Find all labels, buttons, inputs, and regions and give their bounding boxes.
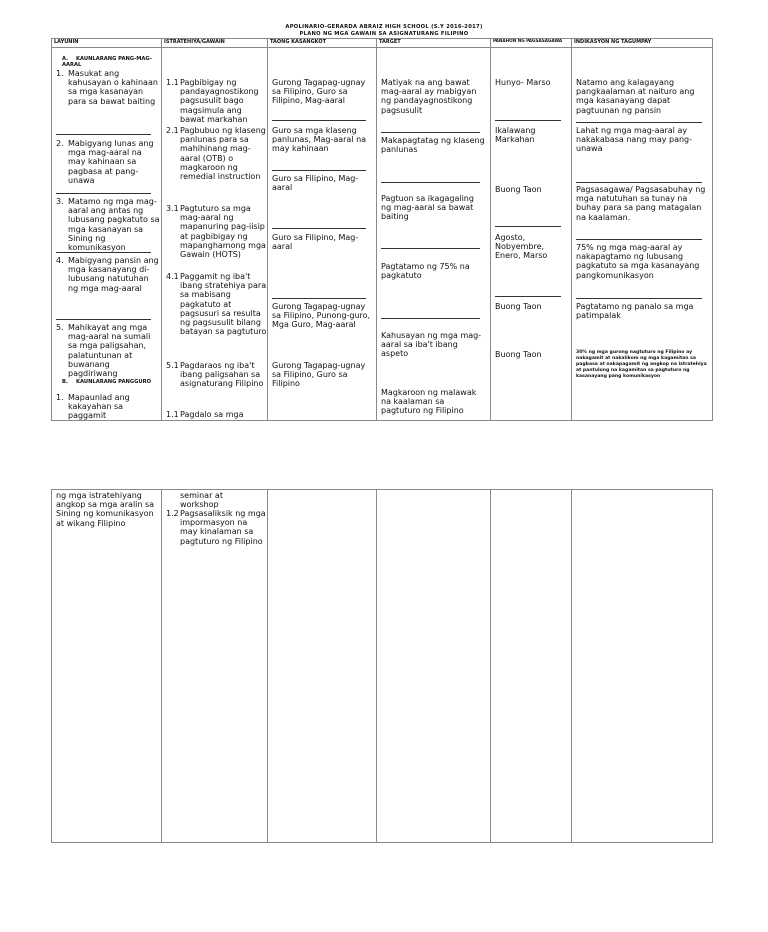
indicator-6: 30% ng mga gurong nagtuturo ng Filipino ay nakagamit at nakalikom ng mga kagamitan sa pagbasa at nakapagamit ng angkop na istratehiya at pantulong na kagamitan sa pagtuturo ng kasanayang pang komunikasyon — [576, 350, 707, 379]
taong-kasangkot-cell — [268, 490, 377, 843]
strategy-5: 5.1 Pagdaraos ng iba't ibang paligsahan sa asignaturang Filipino — [166, 361, 264, 389]
table-header-row — [52, 39, 713, 48]
strategy-4: 4.1 Paggamit ng iba't ibang stratehiya para sa mabisang pagkatuto at pagsusuri sa resulta ng pagsusulit bilang batayan sa pagtuturo — [166, 272, 267, 337]
strategy-1: 1.1 Pagbibigay ng pandayagnostikong pagsusulit bago magsimula ang bawat markahan — [166, 78, 259, 124]
target-2: Makapagtatag ng klaseng panlunas — [381, 136, 485, 155]
divider — [495, 296, 561, 297]
strategy-2: 2.1 Pagbubuo ng klaseng panlunas para sa mahihinang mag-aaral (OTB) o magkaroon ng remedial instruction — [166, 126, 266, 182]
target-cell — [377, 48, 491, 421]
column-header: ISTRATEHIYA/GAWAIN — [162, 39, 268, 48]
divider — [495, 120, 561, 121]
divider — [576, 298, 702, 299]
table-row — [52, 48, 713, 421]
indicator-2: Lahat ng mga mag-aaral ay nakakabasa nang may pang-unawa — [576, 126, 693, 154]
target-4: Pagtatamo ng 75% na pagkatuto — [381, 262, 470, 281]
table-row — [52, 490, 713, 843]
divider — [56, 319, 151, 320]
indicator-4: 75% ng mga mag-aaral ay nakapagtamo ng lubusang pagkatuto sa mga kasanayang pangkomunikasyon — [576, 243, 700, 280]
layunin-item-5: 5. Mahikayat ang mga mag-aaral na sumali sa mga paligsahan, palatuntunan at buwanang pagdiriwang — [56, 323, 151, 379]
person-1: Gurong Tagapag-ugnay sa Filipino, Guro sa Filipino, Mag-aaral — [272, 78, 366, 106]
indicator-5: Pagtatamo ng panalo sa mga patimpalak — [576, 302, 694, 321]
schedule-6: Buong Taon — [495, 350, 542, 359]
divider — [56, 134, 151, 135]
divider — [381, 318, 480, 319]
divider — [272, 170, 366, 171]
strategy-6: 1.1 Pagdalo sa mga — [166, 410, 244, 419]
divider — [381, 132, 480, 133]
panahon-cell — [491, 490, 572, 843]
school-title: APOLINARIO-GERARDA ABRAIZ HIGH SCHOOL (S.Y 2016-2017) — [285, 24, 483, 30]
column-header: TARGET — [377, 39, 491, 48]
schedule-5: Buong Taon — [495, 302, 542, 311]
divider — [576, 182, 702, 183]
schedule-4: Agosto, Nobyembre, Enero, Marso — [495, 233, 548, 261]
person-6: Gurong Tagapag-ugnay sa Filipino, Guro sa Filipino — [272, 361, 366, 389]
divider — [272, 298, 366, 299]
layunin-item-3: 3. Matamo ng mga mag-aaral ang antas ng lubusang pagkatuto sa mga kasanayan sa Sining ng komunikasyon — [56, 197, 160, 253]
person-3: Guro sa Filipino, Mag-aaral — [272, 174, 359, 193]
strategy-3: 3.1 Pagtuturo sa mga mag-aaral ng mapanuring pag-iisip at pagbibigay ng mapanghamong mga Gawain (HOTS) — [166, 204, 266, 260]
layunin-item-2: 2. Mabigyang lunas ang mga mag-aaral na may kahinaan sa pagbasa at pang-unawa — [56, 139, 154, 185]
strategy-6-continued: seminar at workshop — [180, 491, 223, 510]
layunin-item-1: 1. Masukat ang kahusayan o kahinaan sa mga kasanayan para sa bawat baiting — [56, 69, 158, 106]
divider — [576, 122, 702, 123]
plan-title: PLANO NG MGA GAWAIN SA ASIGNATURANG FILIPINO — [299, 31, 469, 37]
target-6: Magkaroon ng malawak na kaalaman sa pagtuturo ng Filipino — [381, 388, 477, 416]
divider — [381, 248, 480, 249]
target-3: Pagtuon sa ikagagaling ng mag-aaral sa bawat baiting — [381, 194, 474, 222]
indikasyon-cell — [572, 48, 713, 421]
column-header: INDIKASYON NG TAGUMPAY — [572, 39, 713, 48]
panahon-cell — [491, 48, 572, 421]
column-header: PANAHON NG PAGSASAGAWA — [491, 39, 572, 48]
layunin-item-6-continued: ng mga istratehiyang angkop sa mga aralin sa Sining ng komunikasyon at wikang Filipino — [56, 491, 155, 528]
column-header: LAYUNIN — [52, 39, 162, 48]
strategy-7: 1.2 Pagsasaliksik ng mga impormasyon na may kinalaman sa pagtuturo ng Filipino — [166, 509, 266, 546]
divider — [576, 239, 702, 240]
divider — [381, 182, 480, 183]
layunin-item-4: 4. Mabigyang pansin ang mga kasanayang di-lubusang natutuhan ng mga mag-aaral — [56, 256, 159, 293]
schedule-3: Buong Taon — [495, 185, 542, 194]
divider — [56, 193, 151, 194]
istratehiya-cell — [162, 48, 268, 421]
person-5: Gurong Tagapag-ugnay sa Filipino, Punong-guro, Mga Guro, Mag-aaral — [272, 302, 371, 330]
person-2: Guro sa mga klaseng panlunas, Mag-aaral na may kahinaan — [272, 126, 367, 154]
divider — [272, 228, 366, 229]
indicator-3: Pagsasagawa/ Pagsasabuhay ng mga natutuhan sa tunay na buhay para sa pang matagalan na kaalaman. — [576, 185, 706, 222]
target-cell — [377, 490, 491, 843]
schedule-1: Hunyo- Marso — [495, 78, 551, 87]
target-1: Matiyak na ang bawat mag-aaral ay mabigyan ng pandayagnostikong pagsusulit — [381, 78, 477, 115]
schedule-2: Ikalawang Markahan — [495, 126, 536, 145]
section-b-heading: B. KAUNLARANG PANGGURO — [62, 379, 151, 385]
layunin-item-6: 1. Mapaunlad ang kakayahan sa paggamit — [56, 393, 130, 421]
layunin-cell — [52, 490, 162, 843]
column-header: TAONG KASANGKOT — [268, 39, 377, 48]
person-4: Guro sa Filipino, Mag-aaral — [272, 233, 359, 252]
divider — [56, 252, 151, 253]
target-5: Kahusayan ng mga mag-aaral sa iba't ibang aspeto — [381, 331, 482, 359]
indicator-1: Natamo ang kalagayang pangkaalaman at naituro ang mga kasanayang dapat pagtuunan ng pansin — [576, 78, 695, 115]
divider — [495, 226, 561, 227]
indikasyon-cell — [572, 490, 713, 843]
plan-table-page-1 — [51, 38, 713, 421]
plan-table-page-2 — [51, 489, 713, 843]
taong-kasangkot-cell — [268, 48, 377, 421]
section-a-heading: A. KAUNLARANG PANG-MAG-AARAL — [62, 56, 152, 68]
istratehiya-cell — [162, 490, 268, 843]
divider — [272, 120, 366, 121]
layunin-cell — [52, 48, 162, 421]
